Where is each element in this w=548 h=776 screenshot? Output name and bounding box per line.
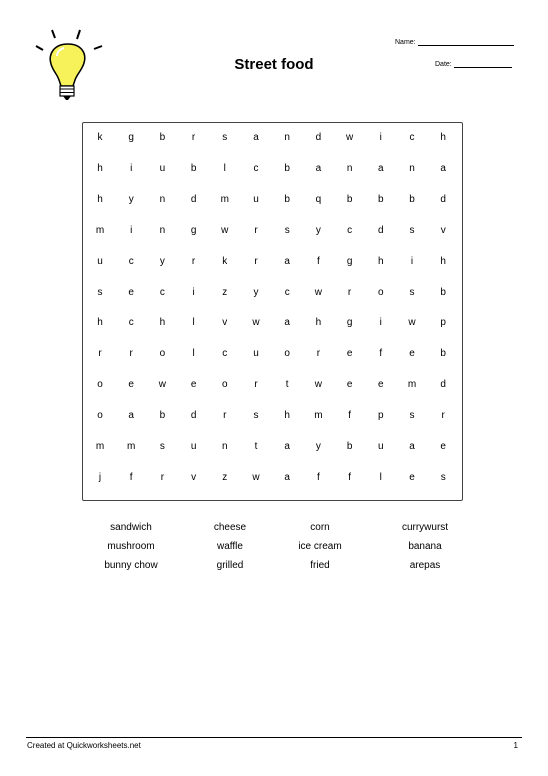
- grid-letter[interactable]: v: [191, 471, 197, 483]
- grid-letter[interactable]: q: [315, 193, 322, 205]
- grid-letter[interactable]: e: [346, 379, 353, 391]
- grid-letter[interactable]: h: [378, 255, 384, 267]
- grid-letter[interactable]: r: [316, 348, 321, 360]
- grid-letter[interactable]: f: [348, 471, 351, 483]
- grid-letter[interactable]: g: [190, 224, 197, 236]
- grid-letter[interactable]: a: [440, 162, 446, 174]
- grid-letter[interactable]: s: [440, 471, 446, 483]
- grid-letter[interactable]: y: [253, 286, 259, 298]
- grid-letter[interactable]: o: [222, 379, 228, 391]
- grid-row: [83, 221, 462, 241]
- grid-letter[interactable]: b: [409, 193, 415, 205]
- grid-letter[interactable]: b: [440, 286, 446, 298]
- word-list-item: grilled: [216, 560, 244, 571]
- grid-letter[interactable]: m: [407, 379, 417, 391]
- grid-letter[interactable]: l: [223, 162, 226, 174]
- grid-letter[interactable]: e: [378, 379, 384, 391]
- grid-letter[interactable]: w: [252, 471, 260, 483]
- grid-letter[interactable]: k: [97, 132, 103, 143]
- grid-letter[interactable]: t: [285, 379, 289, 391]
- grid-letter[interactable]: u: [253, 348, 259, 360]
- word-list-item: corn: [310, 522, 330, 533]
- grid-letter[interactable]: b: [159, 410, 166, 422]
- grid-letter[interactable]: n: [159, 193, 166, 205]
- grid-letter[interactable]: f: [317, 255, 320, 267]
- grid-letter[interactable]: l: [379, 471, 382, 483]
- grid-letter[interactable]: m: [95, 441, 105, 452]
- grid-letter[interactable]: r: [254, 379, 258, 391]
- grid-letter[interactable]: a: [284, 441, 290, 452]
- grid-letter[interactable]: w: [314, 286, 322, 298]
- grid-letter[interactable]: r: [98, 348, 102, 360]
- grid-letter[interactable]: o: [378, 286, 384, 298]
- grid-letter[interactable]: t: [254, 441, 258, 452]
- grid-letter[interactable]: s: [409, 224, 415, 236]
- grid-letter[interactable]: u: [378, 441, 384, 452]
- word-list-item: arepas: [409, 560, 441, 571]
- grid-letter[interactable]: h: [315, 317, 322, 329]
- grid-letter[interactable]: s: [409, 410, 415, 422]
- grid-letter[interactable]: e: [409, 348, 415, 360]
- grid-row: [83, 437, 462, 457]
- grid-letter[interactable]: u: [190, 441, 197, 452]
- grid-letter[interactable]: g: [346, 317, 353, 329]
- grid-letter[interactable]: h: [440, 132, 446, 143]
- grid-letter[interactable]: b: [284, 193, 290, 205]
- grid-row: [83, 344, 462, 364]
- grid-letter[interactable]: o: [284, 348, 290, 360]
- grid-letter[interactable]: a: [315, 162, 322, 174]
- grid-letter[interactable]: e: [190, 379, 197, 391]
- grid-letter[interactable]: c: [159, 286, 165, 298]
- grid-letter[interactable]: a: [284, 317, 290, 329]
- word-list-item: sandwich: [110, 522, 152, 533]
- grid-letter[interactable]: u: [159, 162, 166, 174]
- grid-letter[interactable]: s: [159, 441, 165, 452]
- grid-letter[interactable]: s: [284, 224, 290, 236]
- name-label: Name:: [395, 39, 416, 46]
- grid-letter[interactable]: l: [192, 348, 195, 360]
- grid-letter[interactable]: r: [347, 286, 352, 298]
- grid-letter[interactable]: h: [97, 162, 103, 174]
- grid-letter[interactable]: b: [190, 162, 197, 174]
- grid-letter[interactable]: i: [379, 132, 382, 143]
- grid-letter[interactable]: b: [159, 132, 166, 143]
- grid-letter[interactable]: r: [254, 224, 258, 236]
- grid-letter[interactable]: b: [346, 441, 353, 452]
- grid-letter[interactable]: r: [129, 348, 133, 360]
- grid-letter[interactable]: o: [97, 379, 103, 391]
- grid-letter[interactable]: i: [192, 286, 195, 298]
- grid-letter[interactable]: f: [129, 471, 133, 483]
- grid-letter[interactable]: d: [315, 132, 322, 143]
- grid-letter[interactable]: p: [440, 317, 446, 329]
- grid-letter[interactable]: b: [346, 193, 353, 205]
- grid-letter[interactable]: r: [191, 132, 196, 143]
- grid-letter[interactable]: k: [222, 255, 228, 267]
- grid-letter[interactable]: g: [346, 255, 353, 267]
- grid-letter[interactable]: h: [440, 255, 446, 267]
- grid-letter[interactable]: c: [128, 317, 134, 329]
- grid-letter[interactable]: r: [254, 255, 258, 267]
- grid-letter[interactable]: n: [409, 162, 415, 174]
- word-search-grid: [82, 122, 463, 501]
- grid-letter[interactable]: o: [97, 410, 103, 422]
- grid-letter[interactable]: w: [221, 224, 229, 236]
- grid-letter[interactable]: m: [220, 193, 229, 205]
- grid-letter[interactable]: w: [408, 317, 416, 329]
- word-list-item: banana: [408, 541, 442, 552]
- grid-letter[interactable]: m: [314, 410, 323, 422]
- word-list-item: fried: [310, 560, 330, 571]
- grid-letter[interactable]: i: [130, 162, 133, 174]
- grid-letter[interactable]: n: [284, 132, 290, 143]
- grid-letter[interactable]: v: [440, 224, 446, 236]
- grid-letter[interactable]: c: [347, 224, 353, 236]
- grid-letter[interactable]: s: [409, 286, 415, 298]
- grid-letter[interactable]: a: [253, 132, 259, 143]
- grid-row: [83, 283, 462, 303]
- grid-letter[interactable]: c: [222, 348, 228, 360]
- date-label: Date:: [435, 61, 452, 68]
- grid-letter[interactable]: y: [128, 193, 134, 205]
- grid-letter[interactable]: h: [97, 193, 103, 205]
- grid-letter[interactable]: m: [95, 224, 105, 236]
- footer-credit: Created at Quickworksheets.net: [27, 741, 141, 750]
- date-blank[interactable]: [454, 60, 512, 68]
- grid-letter[interactable]: a: [284, 471, 290, 483]
- name-blank[interactable]: [418, 38, 514, 46]
- grid-row: [83, 406, 462, 426]
- grid-letter[interactable]: n: [222, 441, 228, 452]
- grid-letter[interactable]: i: [130, 224, 133, 236]
- footer-divider: [26, 737, 522, 738]
- name-field[interactable]: [395, 38, 514, 46]
- grid-letter[interactable]: s: [222, 132, 228, 143]
- word-list-item: ice cream: [298, 541, 342, 552]
- grid-letter[interactable]: w: [345, 132, 354, 143]
- grid-letter[interactable]: h: [97, 317, 103, 329]
- grid-letter[interactable]: b: [284, 162, 290, 174]
- grid-letter[interactable]: y: [159, 255, 165, 267]
- grid-letter[interactable]: e: [346, 348, 353, 360]
- word-list-item: currywurst: [401, 522, 449, 533]
- grid-letter[interactable]: r: [441, 410, 445, 422]
- grid-letter[interactable]: n: [159, 224, 166, 236]
- grid-letter[interactable]: g: [128, 132, 134, 143]
- grid-letter[interactable]: i: [410, 255, 414, 267]
- word-list-item: bunny chow: [104, 560, 158, 571]
- grid-letter[interactable]: c: [253, 162, 259, 174]
- grid-letter[interactable]: p: [378, 410, 384, 422]
- grid-letter[interactable]: n: [346, 162, 353, 174]
- grid-letter[interactable]: b: [440, 348, 446, 360]
- grid-letter[interactable]: y: [315, 224, 321, 236]
- grid-letter[interactable]: a: [128, 410, 134, 422]
- grid-letter[interactable]: d: [190, 410, 197, 422]
- grid-letter[interactable]: f: [379, 348, 383, 360]
- grid-letter[interactable]: y: [315, 441, 321, 452]
- grid-letter[interactable]: d: [378, 224, 384, 236]
- grid-letter[interactable]: s: [253, 410, 259, 422]
- grid-letter[interactable]: w: [252, 317, 260, 329]
- page-number: 1: [513, 741, 518, 750]
- grid-letter[interactable]: f: [348, 410, 351, 422]
- word-list-item: mushroom: [107, 541, 155, 552]
- grid-row: [83, 375, 462, 395]
- grid-letter[interactable]: i: [379, 317, 382, 329]
- grid-letter[interactable]: e: [128, 379, 134, 391]
- grid-letter[interactable]: e: [409, 471, 415, 483]
- grid-letter[interactable]: w: [314, 379, 322, 391]
- grid-row: [83, 252, 462, 272]
- grid-letter[interactable]: b: [378, 193, 384, 205]
- grid-letter[interactable]: l: [192, 317, 195, 329]
- grid-letter[interactable]: w: [158, 379, 166, 391]
- grid-row: [83, 468, 462, 488]
- grid-letter[interactable]: z: [222, 471, 228, 483]
- grid-letter[interactable]: z: [222, 286, 228, 298]
- grid-letter[interactable]: r: [160, 471, 165, 483]
- grid-letter[interactable]: a: [409, 441, 415, 452]
- grid-row: [83, 313, 462, 333]
- grid-letter[interactable]: f: [317, 471, 320, 483]
- grid-row: [83, 128, 462, 148]
- page-title: Street food: [234, 56, 314, 73]
- grid-row: [83, 159, 462, 179]
- grid-letter[interactable]: d: [440, 379, 446, 391]
- grid-letter[interactable]: u: [253, 193, 259, 205]
- grid-letter[interactable]: m: [127, 441, 136, 452]
- grid-letter[interactable]: a: [378, 162, 384, 174]
- grid-letter[interactable]: r: [191, 255, 196, 267]
- grid-letter[interactable]: e: [440, 441, 446, 452]
- grid-letter[interactable]: s: [97, 286, 103, 298]
- grid-row: [83, 190, 462, 210]
- grid-letter[interactable]: d: [440, 193, 446, 205]
- grid-letter[interactable]: u: [97, 255, 103, 267]
- grid-letter[interactable]: c: [128, 255, 134, 267]
- grid-letter[interactable]: r: [223, 410, 227, 422]
- word-list-item: cheese: [213, 522, 247, 533]
- grid-letter[interactable]: h: [284, 410, 290, 422]
- date-field[interactable]: [435, 60, 512, 68]
- grid-letter[interactable]: d: [190, 193, 197, 205]
- grid-letter[interactable]: j: [98, 471, 102, 483]
- grid-letter[interactable]: h: [159, 317, 166, 329]
- grid-letter[interactable]: v: [222, 317, 228, 329]
- grid-letter[interactable]: o: [159, 348, 166, 360]
- grid-letter[interactable]: a: [284, 255, 290, 267]
- grid-letter[interactable]: c: [409, 132, 415, 143]
- word-list-item: waffle: [217, 541, 243, 552]
- grid-letter[interactable]: c: [284, 286, 290, 298]
- grid-letter[interactable]: e: [128, 286, 134, 298]
